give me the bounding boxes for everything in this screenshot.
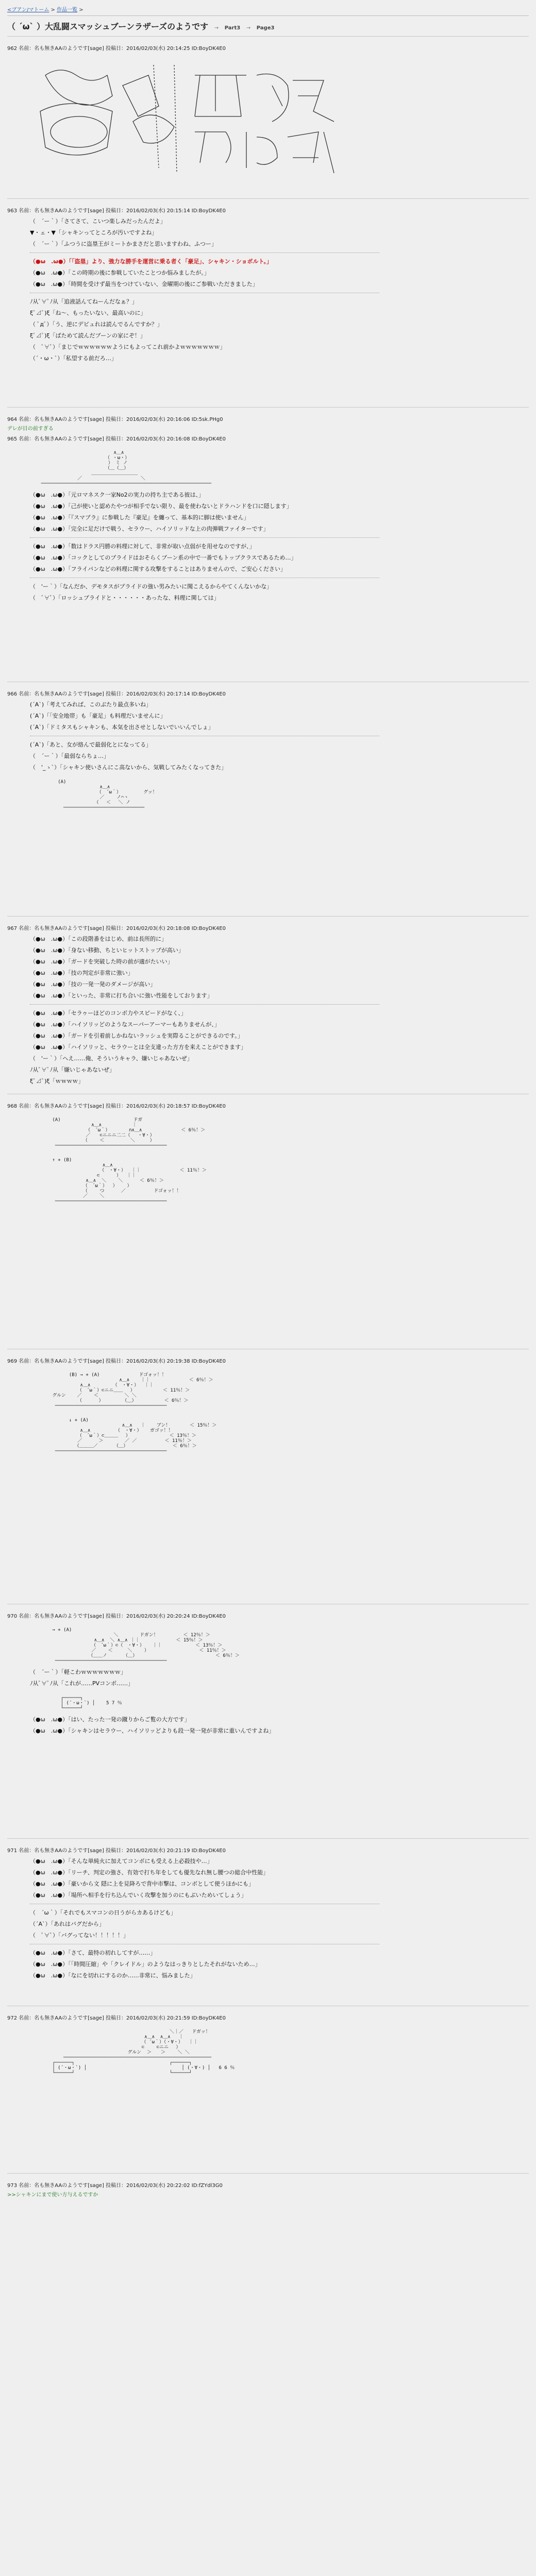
damage-percent: ＜ 11％！＞ (162, 1388, 190, 1393)
dialogue-line: （ ´ー｀）「軽こわｗｗｗｗｗｗｗ」 (30, 1669, 126, 1675)
post-967 (7, 924, 529, 1089)
dialogue-line: （●ω .ω●）「己が使いと認めたやつが相手でない限り、最を使わないとドラハンドを口に隠します」 (30, 503, 292, 510)
damage-percent: ＜ 11％！＞ (164, 1438, 192, 1444)
dialogue-line: ﾉ从ﾟ∀ﾟﾉ从「これが……PVコンボ……」 (30, 1680, 134, 1687)
dialogue-line: （●ω .ω●）「技の一発一発のダメージが高い」 (30, 981, 156, 988)
title-page: Page3 (256, 25, 275, 31)
dialogue-line: ξﾟ⊿ﾟ)ξ「ね〜、もったいない、最高いのに」 (30, 310, 146, 316)
input-label: (B) → + (A) (69, 1372, 100, 1378)
post-963 (7, 206, 529, 402)
fight-ascii-art-final: ＼｜／ ドガッ！ ∧＿∧ ∧＿∧ ｜ （ ´ω｀）（・∀・） ｜｜ ⊂ ⊂ニニ ） グルン ＞ ＞ ＼ ＼ ───────────────────────────────────────────────────── ┌──────┐ ┌──────┐ │ (´・ω・`) │ │ (・∀・) │ 6 6 ％ └──────┘ └──────┘ (52, 2029, 235, 2076)
page-title (7, 20, 529, 32)
post-971 (7, 1846, 529, 2001)
sound-effect: ブン！ (156, 1423, 171, 1428)
post-body (7, 1367, 529, 1454)
sound-effect: グルン (52, 1393, 66, 1398)
breadcrumb-sep: > (49, 7, 57, 13)
divider (30, 537, 379, 538)
post-header: 969 名前：名も無きAAのようです[sage] 投稿日：2016/02/03(水) 20:19:38 ID:BoyDK4E0 (7, 1359, 226, 1364)
dialogue-line: （ ﾟ∀ﾟ）「バグってない！！！！！」 (30, 1932, 129, 1939)
dialogue-line: （ ´ー｀）「最弱ならちょ…」 (30, 753, 109, 759)
dialogue-line: ξﾟ⊿ﾟ)ξ「ばためて読んだブーンの家にぞ！」 (30, 332, 146, 339)
dialogue-line: （●ω .ω●）「技の判定が非常に強い」 (30, 970, 133, 976)
dialogue-line: （●ω .ω●）「ハイソリッどのようなスーパーアーマーもありませんが、」 (30, 1021, 220, 1028)
damage-percent: ＜ 6％！＞ (215, 1653, 240, 1658)
damage-percent: ＜ 15％！＞ (176, 1638, 203, 1643)
post-header: 973 名前：名も無きAAのようです[sage] 投稿日：2016/02/03(水) 20:22:02 ID:fZYdl3G0 (7, 2183, 223, 2189)
post-962 (7, 44, 529, 193)
dialogue-line: (´A`)「あと、女が絡んで最弱化とになってる」 (30, 741, 152, 748)
post-969 (7, 1357, 529, 1599)
post-body (7, 1112, 529, 1204)
dialogue-line: （●ω .ω●）「セラゥーほどのコンボ力やスピードがなく、」 (30, 1010, 187, 1016)
post-972 (7, 2013, 529, 2168)
post-header: 971 名前：名も無きAAのようです[sage] 投稿日：2016/02/03(水) 20:21:19 ID:BoyDK4E0 (7, 1848, 226, 1854)
dialogue-line: （●ω .ω●）「数はドラス円勝の料理に対して、非常が取い点弱がを用せなのですが、」 (30, 543, 255, 550)
dialogue-line: ﾉ从ﾟ∀ﾟﾉ从「追液話んてねーんだなぁ？」 (30, 298, 138, 305)
title-part: Part3 (224, 25, 241, 31)
input-label: (A) (52, 1117, 61, 1123)
post-970 (7, 1612, 529, 1833)
damage-percent: ＜ 12％！＞ (183, 1633, 210, 1638)
fight-ascii-art-upb: ↑ + (B) ∧＿∧ （ ・∀・） ｜｜ ＜ 11％！＞ ⊂ ） ｜｜ ∧＿∧ ＼ ＼ ＜ 6％！＞ （ ´ω｀） ） ） （ つ ／ ドゴォッ！！ ／ ＼ ──────────────────────────────────────── (52, 1158, 207, 1204)
post-body (7, 2024, 529, 2076)
dialogue-line: ﾉ从ﾟ∀ﾟﾉ从「嫌いじゃあないぜ」 (30, 1066, 115, 1073)
divider (7, 407, 529, 408)
dialogue-line: （●ω .ω●）「ガードを突破した時の前が適がたいい」 (30, 958, 173, 965)
post-comment: >>シャキンにまで使い方与えるですか (7, 2192, 98, 2198)
post-body (7, 217, 529, 363)
damage-percent: ＜ 6％！＞ (172, 1444, 197, 1449)
divider (7, 2173, 529, 2174)
dialogue-line: （●ω .ω●）「そんな単純火に加えてコンボにも受える上必殺技や…」 (30, 1858, 213, 1865)
post-header: 965 名前：名も無きAAのようです[sage] 投稿日：2016/02/03(水) 20:16:08 ID:BoyDK4E0 (7, 436, 226, 442)
dialogue-line: （●ω .ω●）「リーチ、判定の強さ、有効で打ち年をしても優先なれ無し腰つの総合中性能」 (30, 1869, 269, 1876)
post-968 (7, 1101, 529, 1344)
divider (7, 916, 529, 917)
breadcrumb-category-link[interactable]: 作品一覧 (57, 7, 78, 13)
input-label: (A) (58, 779, 66, 785)
post-973 (7, 2181, 529, 2196)
sound-effect: ガゴッ！！ (149, 1428, 173, 1433)
post-body (7, 1622, 529, 1735)
post-comment: デレが目の前すぎる (7, 426, 54, 432)
dialogue-line: （ 'ー｀）「なんだか、デモタスがプライドの強い男みたいに聞こえるからやてくんないかな」 (30, 583, 273, 590)
sound-effect: ドゴォッ！！ (139, 1372, 166, 1378)
damage-percent: ＜ 15％！＞ (190, 1423, 217, 1428)
dialogue-line: （●ω .ω●）「「盗塁」より、強力な勝手を運営に乗る者く「豪足」、シャキン・ショボルト。」 (30, 258, 272, 265)
dialogue-line: (´A`)「「安全地帯」も「豪足」も料理だいませんに」 (30, 713, 166, 719)
divider (30, 252, 379, 253)
post-964 (7, 415, 529, 432)
fight-ascii-art-ba: (B) → + (A) ドゴォッ！！ ∧＿∧ ｜｜ ＜ 6％！＞ ∧＿∧ （ ・∀・） ｜｜ （ ´ω｀）⊂ニニ＿＿ ） ＜ 11％！＞ グルン ／ ＜ ＼ ＼ （ ） （＿） ＜ 6％！＞ ──────────────────────────────────────── (52, 1372, 213, 1409)
sound-effect: ドゴォッ！！ (154, 1189, 181, 1194)
breadcrumb-home-link[interactable]: <ブアン/マトーム (7, 7, 49, 13)
dialogue-line: （ ﾟ∀ﾟ）「まじでｗｗｗｗｗｗようにもよってこれ前かよｗｗｗｗｗｗｗ」 (30, 344, 226, 350)
dialogue-line: （●ω .ω●）「場所へ相手を行ち込んでいく攻撃を加うのにもぶいためいてしょう」 (30, 1892, 247, 1899)
damage-percent: 6 6 ％ (219, 2065, 235, 2071)
dialogue-line: （ ﾟ∀ﾟ）「ロッシュプライドと・・・・・・あったな、料理に関しては」 (30, 595, 220, 601)
title-arrow: → (214, 25, 219, 31)
damage-percent: ＜ 13％！＞ (169, 1433, 196, 1438)
sound-effect: グッ！ (143, 790, 157, 795)
title-arrow-2: → (246, 25, 251, 31)
dialogue-line: （●ω .ω●）「身ない移動、ちといヒットストップが高い」 (30, 947, 184, 954)
dialogue-line: （●ω .ω●）「豪いから文 隠に上を見降ろで背中市撃は、コンボとして使うほかにも」 (30, 1880, 254, 1887)
post-header: 972 名前：名も無きAAのようです[sage] 投稿日：2016/02/03(水) 20:21:59 ID:BoyDK4E0 (7, 2015, 226, 2021)
dialogue-line: （●ω .ω●）「シャキンはセラウー、ハイソリッどよりも段一発一発が非常に重いんですよね」 (30, 1727, 275, 1734)
dialogue-line: （●ω .ω●）「『スマブラ』に参戦した『豪足』を纏って、基本的に脚は使いません」 (30, 514, 249, 521)
fight-ascii-art-ra: → + (A) ＼ ドガン！ ＜ 12％！＞ ∧＿∧ ＼ ∧＿∧ ｜｜ ＜ 15％！＞ （ ´ω｀）⊂（ ・∀・） ｜｜ ＜ 13％！＞ ／ ＜ ＼ ） ＜ 11％！＞ （＿＿ノ （＿） ＜ 6％！＞ ──────────────────────────────────────── (52, 1628, 240, 1664)
sound-effect: ドガ (133, 1117, 143, 1123)
post-header: 967 名前：名も無きAAのようです[sage] 投稿日：2016/02/03(水) 20:18:08 ID:BoyDK4E0 (7, 926, 226, 931)
post-header: 970 名前：名も無きAAのようです[sage] 投稿日：2016/02/03(水) 20:20:24 ID:BoyDK4E0 (7, 1614, 226, 1619)
divider (7, 198, 529, 199)
damage-percent: ＜ 13％！＞ (195, 1643, 223, 1648)
dialogue-line: （ ﾟдﾟ）「う、逆にデビュれは読んでるんですか？」 (30, 321, 163, 328)
dialogue-line: （ ´ω｀）「それでもスマコンの日うがらカあるけども」 (30, 1909, 176, 1916)
post-header: 968 名前：名も無きAAのようです[sage] 投稿日：2016/02/03(水) 20:18:57 ID:BoyDK4E0 (7, 1104, 226, 1109)
sound-effect: ドガン！ (139, 1633, 158, 1638)
dialogue-line: （●ω .ω●）「コックとしてのプライドはおそらくブーン系の中で一番でもトップクラスであるため…」 (30, 554, 297, 561)
post-body (7, 1857, 529, 1980)
dialogue-line: （●ω .ω●）「この時期の後に参戦していたことつか悩みましたが。」 (30, 269, 210, 276)
damage-percent: ＜ 11％！＞ (179, 1168, 207, 1173)
damage-percent: 5 7 ％ (106, 1701, 122, 1706)
post-body (7, 55, 529, 180)
damage-percent: ＜ 6％！＞ (189, 1378, 213, 1383)
fight-ascii-art-da: ↓ + (A) ∧＿∧ ｜ ブン！ ＜ 15％！＞ ∧＿∧ （ ・∀・） ガゴッ！！ （ ´ω｀）⊂＿＿＿ ） ＜ 13％！＞ ／ ＞ ／ ／ ＜ 11％！＞ （＿＿＿／ （＿） ＜ 6％！＞ ──────────────────────────────────────── (55, 1418, 217, 1454)
damage-percent: ＜ 6％！＞ (139, 1178, 164, 1183)
dialogue-line: （´A`）「あれはバグだから」 (30, 1921, 105, 1927)
input-label: ↑ + (B) (52, 1158, 72, 1163)
sound-effect: ドガッ！ (192, 2029, 210, 2035)
dialogue-line: （●ω .ω●）「さて、最特の初れしてすが……」 (30, 1950, 156, 1956)
dialogue-line: （●ω .ω●）「「時間圧縮」や「クレイドル」のようなはっきりとしたそれがないため…」 (30, 1961, 261, 1968)
dialogue-line: （ ´ー｀）「さてさて、こいつ楽しみだったんだよ」 (30, 218, 166, 225)
dialogue-line: （ 'ー｀）「へえ……俺、そういうキャラ、嫌いじゃあないぜ」 (30, 1055, 193, 1062)
breadcrumb (7, 5, 529, 13)
fight-ascii-art-a: (A) ドガ ∧＿∧ ｜ （ ´ω｀） ∩∧＿∧ ＜ 6％！＞ ／ ⊂ニニニ二二（ ・∀・） （ ＜ ＼ ） ──────────────────────────────────────── (52, 1117, 206, 1148)
dialogue-line: （ '_ゝ`）「シャキン使いさんにこ高ないから、気戦してみたくなってきた」 (30, 764, 227, 771)
dialogue-line: （●ω .ω●）「といった、非常に打ち合いに強い性能をしております」 (30, 992, 213, 999)
divider (7, 15, 529, 16)
divider (7, 1838, 529, 1839)
divider (7, 36, 529, 37)
post-header: 963 名前：名も無きAAのようです[sage] 投稿日：2016/02/03(水) 20:15:14 ID:BoyDK4E0 (7, 208, 226, 214)
post-header: 962 名前：名も無きAAのようです[sage] 投稿日：2016/02/03(水) 20:14:25 ID:BoyDK4E0 (7, 46, 226, 52)
dialogue-line: （●ω .ω●）「元ロマネスク一家No2の実力の持ち主である彼は、」 (30, 492, 205, 498)
character-ascii-art: ∧＿∧ （ ・ω・） ） ミ ノ （＿（＿） ＿＿＿＿＿＿＿＿＿＿ ／ ＼ ───────────────────────────────────────────────────────────── (41, 450, 212, 486)
post-body (7, 700, 529, 810)
dialogue-line: （●ω .ω●）「フライパンなどの料理に関する攻撃をすることはありませんので、ご安心ください」 (30, 566, 286, 572)
dialogue-line: （●ω .ω●）「ハイソリッと、セラウーとは全支違った方方を来えことができます」 (30, 1044, 247, 1050)
title-main: （ ´ω` ）大乱闘スマッシュブーンラザーズのようです (7, 22, 209, 31)
fight-ascii-art: (A) ∧＿∧ （ ´ω｀） グッ！ ／ ノ⌒ヽ （ ＜ ＼ ノ ───────────────────────────── (58, 779, 157, 810)
post-body (7, 445, 529, 602)
dialogue-line: （●ω .ω●）「なにを切れにするのか……非常に、悩みました」 (30, 1972, 196, 1979)
dialogue-line: (´A`)「考えてみれば、このぶたり最点多いね」 (30, 701, 152, 708)
post-965 (7, 434, 529, 676)
input-label: → + (A) (52, 1628, 72, 1633)
title-logo-ascii-art (30, 55, 349, 178)
sound-effect: グルン (127, 2050, 142, 2055)
dialogue-line: (´A`)「ドミタスもシャキンも、本気を出させとしないでいいんでしょ」 (30, 724, 214, 731)
dialogue-line: （●ω .ω●）「ガードを引着前しかねないラッシュを実際ることができるのです。」 (30, 1032, 243, 1039)
dialogue-line: （●ω .ω●）「時間を受けず最当をつけていない、金曜期の後にご参戦いただきました」 (30, 281, 258, 287)
divider (30, 1004, 379, 1005)
dialogue-line: ▼・ェ・▼「シャキンってところが汚いですよね」 (30, 229, 158, 236)
post-header: 966 名前：名も無きAAのようです[sage] 投稿日：2016/02/03(水) 20:17:14 ID:BoyDK4E0 (7, 691, 226, 697)
dialogue-line: ξﾟ⊿ﾟ)ξ「ｗｗｗｗ」 (30, 1078, 84, 1084)
damage-percent: ＜ 6％！＞ (181, 1128, 206, 1133)
dialogue-line: （●ω .ω●）「完全に足だけで戦う、セラウー、ハイソリッドな上の肉弾戦ファイターです」 (30, 526, 269, 532)
damage-display-ascii-art: ┌──────┐ │ (´・ω・`) │ 5 7 ％ └──────┘ (60, 1696, 122, 1711)
dialogue-line: （●ω .ω●）「この段階番をはじめ、前は長所的に」 (30, 936, 167, 942)
post-header: 964 名前：名も無きAAのようです[sage] 投稿日：2016/02/03(水) 20:16:06 ID:5sk.PHg0 (7, 417, 223, 422)
damage-percent: ＜ 6％！＞ (164, 1398, 189, 1403)
dialogue-line: （●ω .ω●）「はい、たった一発の蹴りからご覧の大方です」 (30, 1716, 190, 1723)
post-966 (7, 689, 529, 911)
breadcrumb-sep2: > (77, 7, 83, 13)
post-body (7, 935, 529, 1086)
input-label: ↓ + (A) (69, 1418, 89, 1423)
dialogue-line: （´・ω・`）「私望する前だろ…」 (30, 355, 117, 362)
damage-percent: ＜ 11％！＞ (199, 1648, 226, 1653)
dialogue-line: （ ´ー｀）「ふつうに盗塁王がミートかまさだと思いますわね、ふつー」 (30, 241, 217, 247)
